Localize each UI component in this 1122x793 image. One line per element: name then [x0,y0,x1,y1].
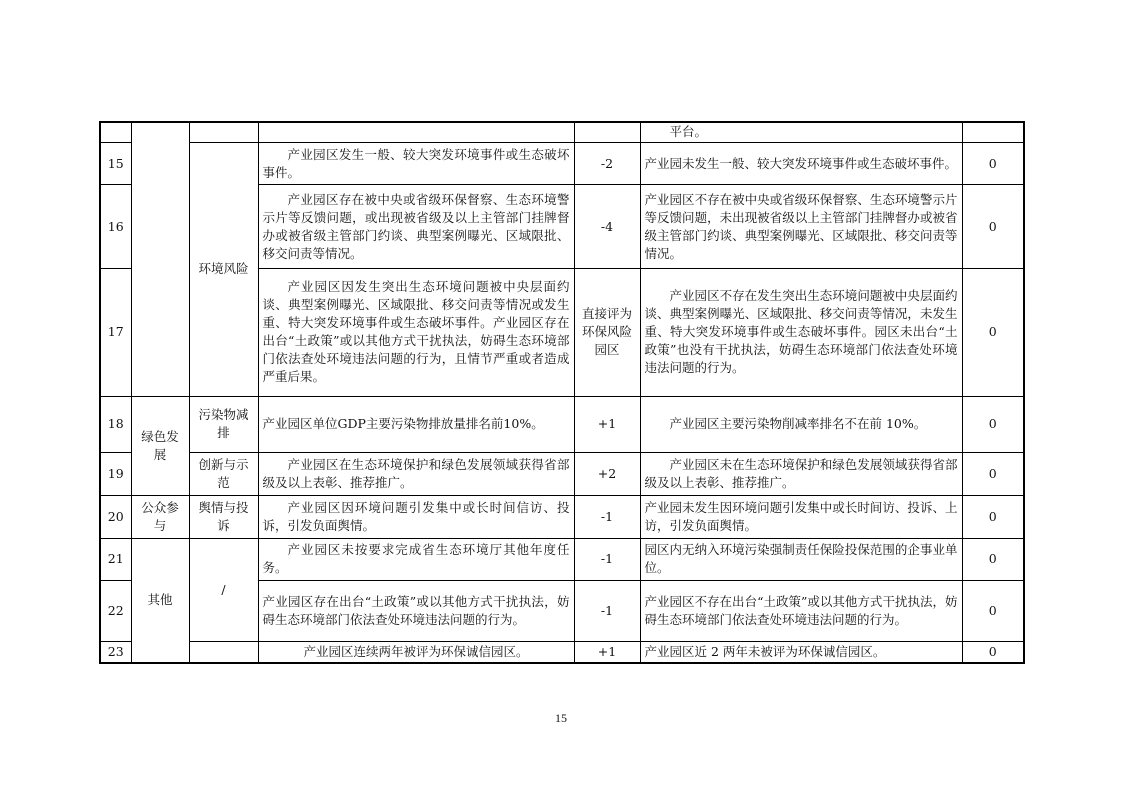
condition-cell: 产业园区存在被中央或省级环保督察、生态环境警示片等反馈问题，或出现被省级及以上主管部门挂牌督办或被省级主管部门约谈、典型案例曝光、区域限批、移交问责等情况。 [258,185,574,268]
condition-cell: 产业园区在生态环境保护和绿色发展领域获得省部级及以上表彰、推荐推广。 [258,453,574,496]
value-cell: 0 [962,581,1024,642]
subgroup-none: / [189,538,258,642]
condition-cell: 产业园区因环境问题引发集中或长时间信访、投诉，引发负面舆情。 [258,495,574,538]
row-number: 15 [100,142,131,185]
subgroup-public-opinion: 舆情与投诉 [189,495,258,538]
condition-cell: 产业园区未按要求完成省生态环境厅其他年度任务。 [258,538,574,581]
row-number: 19 [100,453,131,496]
row-number: 21 [100,538,131,581]
subgroup-innovation: 创新与示范 [189,453,258,496]
row-number: 23 [100,642,131,663]
row-number: 22 [100,581,131,642]
criterion-cell: 产业园区不存在出台“土政策”或以其他方式干扰执法，妨碍生态环境部门依法查处环境违法问题的行为。 [640,581,962,642]
table-row [100,495,1024,538]
score-cell: +1 [574,642,640,663]
group-other: 其他 [131,538,189,663]
criterion-cell: 产业园区不存在被中央或省级环保督察、生态环境警示片等反馈问题，未出现被省级以上主管部门挂牌督办或被省级主管部门约谈、典型案例曝光、区域限批、移交问责等情况。 [640,185,962,268]
value-cell: 0 [962,495,1024,538]
score-cell: +2 [574,453,640,496]
criterion-cell: 园区内无纳入环境污染强制责任保险投保范围的企事业单位。 [640,538,962,581]
score-cell: -1 [574,538,640,581]
value-cell: 0 [962,538,1024,581]
value-cell: 0 [962,642,1024,663]
subgroup-pollutant-reduction: 污染物减排 [189,396,258,453]
criterion-cell: 产业园区不存在发生突出生态环境问题被中央层面约谈、典型案例曝光、区域限批、移交问责等情况，未发生重、特大突发环境事件或生态破坏事件。园区未出台“土政策”也没有干扰执法，妨碍生态环境部门依法查处环境违法问题的行为。 [640,268,962,396]
criterion-cell: 平台。 [640,122,962,142]
value-cell: 0 [962,396,1024,453]
subgroup-cell-blank [189,122,258,142]
subgroup-cell-blank [189,642,258,663]
condition-cell: 产业园区存在出台“土政策”或以其他方式干扰执法，妨碍生态环境部门依法查处环境违法问题的行为。 [258,581,574,642]
criterion-cell: 产业园未发生一般、较大突发环境事件或生态破坏事件。 [640,142,962,185]
table-row [100,396,1024,453]
score-cell-merged: 直接评为环保风险园区 [574,268,640,396]
score-cell: -2 [574,142,640,185]
row-number: 17 [100,268,131,396]
value-cell: 0 [962,185,1024,268]
group-public-participation: 公众参与 [131,495,189,538]
table-row [100,642,1024,663]
group-green-development: 绿色发展 [131,396,189,495]
score-cell: -4 [574,185,640,268]
score-cell [574,122,640,142]
condition-cell: 产业园区因发生突出生态环境问题被中央层面约谈、典型案例曝光、区域限批、移交问责等情况或发生重、特大突发环境事件或生态破坏事件。产业园区存在出台“土政策”或以其他方式干扰执法，妨碍生态环境部门依法查处环境违法问题的行为，且情节严重或者造成严重后果。 [258,268,574,396]
criterion-cell: 产业园区主要污染物削减率排名不在前 10%。 [640,396,962,453]
row-number: 20 [100,495,131,538]
condition-cell: 产业园区连续两年被评为环保诚信园区。 [258,642,574,663]
table-row [100,142,1024,185]
table-row [100,538,1024,581]
row-number [100,122,131,142]
score-cell: -1 [574,581,640,642]
condition-cell: 产业园区单位GDP主要污染物排放量排名前10%。 [258,396,574,453]
condition-cell [258,122,574,142]
row-number: 16 [100,185,131,268]
table-row [100,453,1024,496]
row-number: 18 [100,396,131,453]
evaluation-table [99,121,1025,664]
page-number: 15 [555,711,567,725]
subgroup-environmental-risk: 环境风险 [189,142,258,396]
score-cell: -1 [574,495,640,538]
value-cell: 0 [962,142,1024,185]
table-row [100,122,1024,142]
criterion-cell: 产业园区近 2 两年未被评为环保诚信园区。 [640,642,962,663]
condition-cell: 产业园区发生一般、较大突发环境事件或生态破坏事件。 [258,142,574,185]
group-cell-blank [131,122,189,396]
value-cell [962,122,1024,142]
criterion-cell: 产业园未发生因环境问题引发集中或长时间访、投诉、上访，引发负面舆情。 [640,495,962,538]
criterion-cell: 产业园区未在生态环境保护和绿色发展领域获得省部级及以上表彰、推荐推广。 [640,453,962,496]
value-cell: 0 [962,453,1024,496]
value-cell: 0 [962,268,1024,396]
score-cell: +1 [574,396,640,453]
